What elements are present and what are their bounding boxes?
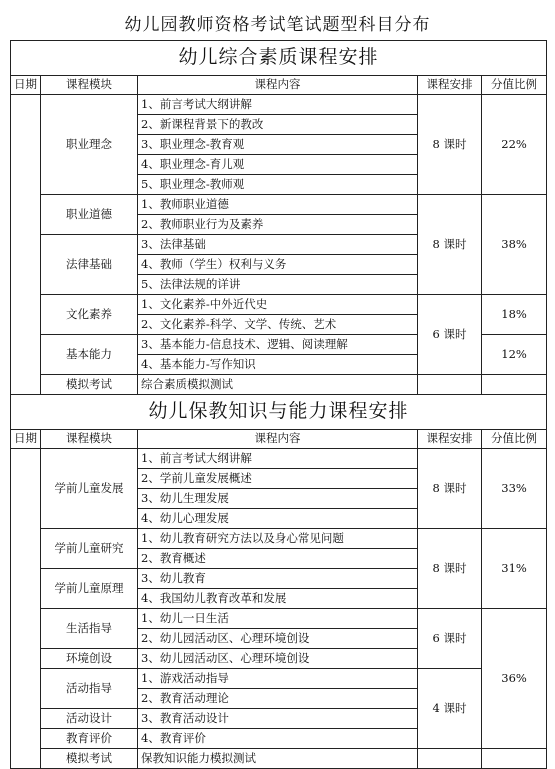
content-cell: 1、幼儿一日生活 <box>138 609 418 629</box>
module-cell: 教育评价 <box>41 729 138 749</box>
content-cell: 3、教育活动设计 <box>138 709 418 729</box>
module-cell: 学前儿童研究 <box>41 529 138 569</box>
content-cell: 4、我国幼儿教育改革和发展 <box>138 589 418 609</box>
module-cell: 生活指导 <box>41 609 138 649</box>
header-content: 课程内容 <box>138 76 418 95</box>
date-cell <box>11 95 41 395</box>
content-cell: 保教知识能力模拟测试 <box>138 749 418 769</box>
content-cell: 3、基本能力-信息技术、逻辑、阅读理解 <box>138 335 418 355</box>
ratio-cell <box>482 375 547 395</box>
content-cell: 综合素质模拟测试 <box>138 375 418 395</box>
module-cell: 职业道德 <box>41 195 138 235</box>
schedule-cell: 8 课时 <box>418 95 482 195</box>
header-row <box>11 76 547 95</box>
content-cell: 2、学前儿童发展概述 <box>138 469 418 489</box>
content-cell: 2、教育活动理论 <box>138 689 418 709</box>
header-module: 课程模块 <box>41 76 138 95</box>
schedule-cell <box>418 749 482 769</box>
content-cell: 4、幼儿心理发展 <box>138 509 418 529</box>
section-title: 幼儿保教知识与能力课程安排 <box>11 395 547 430</box>
module-cell: 模拟考试 <box>41 749 138 769</box>
content-cell: 3、职业理念-教育观 <box>138 135 418 155</box>
module-cell: 环境创设 <box>41 649 138 669</box>
module-cell: 文化素养 <box>41 295 138 335</box>
content-cell: 4、教育评价 <box>138 729 418 749</box>
schedule-cell: 8 课时 <box>418 195 482 295</box>
content-cell: 5、法律法规的详讲 <box>138 275 418 295</box>
schedule-cell: 6 课时 <box>418 295 482 375</box>
ratio-cell: 18% <box>482 295 547 335</box>
schedule-cell: 4 课时 <box>418 669 482 749</box>
content-cell: 1、前言考试大纲讲解 <box>138 449 418 469</box>
header-module: 课程模块 <box>41 430 138 449</box>
ratio-cell: 12% <box>482 335 547 375</box>
schedule-cell <box>418 375 482 395</box>
header-row <box>11 430 547 449</box>
content-cell: 3、幼儿生理发展 <box>138 489 418 509</box>
module-cell: 学前儿童发展 <box>41 449 138 529</box>
content-cell: 2、教师职业行为及素养 <box>138 215 418 235</box>
module-cell: 职业理念 <box>41 95 138 195</box>
content-cell: 1、前言考试大纲讲解 <box>138 95 418 115</box>
module-cell: 模拟考试 <box>41 375 138 395</box>
header-date: 日期 <box>11 430 41 449</box>
module-cell: 基本能力 <box>41 335 138 375</box>
ratio-cell: 36% <box>482 609 547 749</box>
header-ratio: 分值比例 <box>482 430 547 449</box>
module-cell: 学前儿童原理 <box>41 569 138 609</box>
ratio-cell: 33% <box>482 449 547 529</box>
content-cell: 3、幼儿教育 <box>138 569 418 589</box>
content-cell: 1、文化素养-中外近代史 <box>138 295 418 315</box>
section-title: 幼儿综合素质课程安排 <box>11 41 547 76</box>
header-schedule: 课程安排 <box>418 430 482 449</box>
schedule-cell: 6 课时 <box>418 609 482 669</box>
module-cell: 法律基础 <box>41 235 138 295</box>
content-cell: 3、法律基础 <box>138 235 418 255</box>
header-ratio: 分值比例 <box>482 76 547 95</box>
content-cell: 1、游戏活动指导 <box>138 669 418 689</box>
content-cell: 2、幼儿园活动区、心理环境创设 <box>138 629 418 649</box>
content-cell: 1、教师职业道德 <box>138 195 418 215</box>
ratio-cell: 38% <box>482 195 547 295</box>
content-cell: 4、职业理念-育儿观 <box>138 155 418 175</box>
ratio-cell: 31% <box>482 529 547 609</box>
course-table <box>10 40 547 769</box>
content-cell: 5、职业理念-教师观 <box>138 175 418 195</box>
content-cell: 1、幼儿教育研究方法以及身心常见问题 <box>138 529 418 549</box>
schedule-cell: 8 课时 <box>418 449 482 529</box>
schedule-cell: 8 课时 <box>418 529 482 609</box>
content-cell: 4、基本能力-写作知识 <box>138 355 418 375</box>
content-cell: 2、新课程背景下的教改 <box>138 115 418 135</box>
content-cell: 2、文化素养-科学、文学、传统、艺术 <box>138 315 418 335</box>
document-title: 幼儿园教师资格考试笔试题型科目分布 <box>124 15 431 35</box>
module-cell: 活动设计 <box>41 709 138 729</box>
date-cell <box>11 449 41 769</box>
content-cell: 2、教育概述 <box>138 549 418 569</box>
ratio-cell: 22% <box>482 95 547 195</box>
module-cell: 活动指导 <box>41 669 138 709</box>
content-cell: 4、教师（学生）权利与义务 <box>138 255 418 275</box>
ratio-cell <box>482 749 547 769</box>
header-date: 日期 <box>11 76 41 95</box>
content-cell: 3、幼儿园活动区、心理环境创设 <box>138 649 418 669</box>
header-schedule: 课程安排 <box>418 76 482 95</box>
header-content: 课程内容 <box>138 430 418 449</box>
